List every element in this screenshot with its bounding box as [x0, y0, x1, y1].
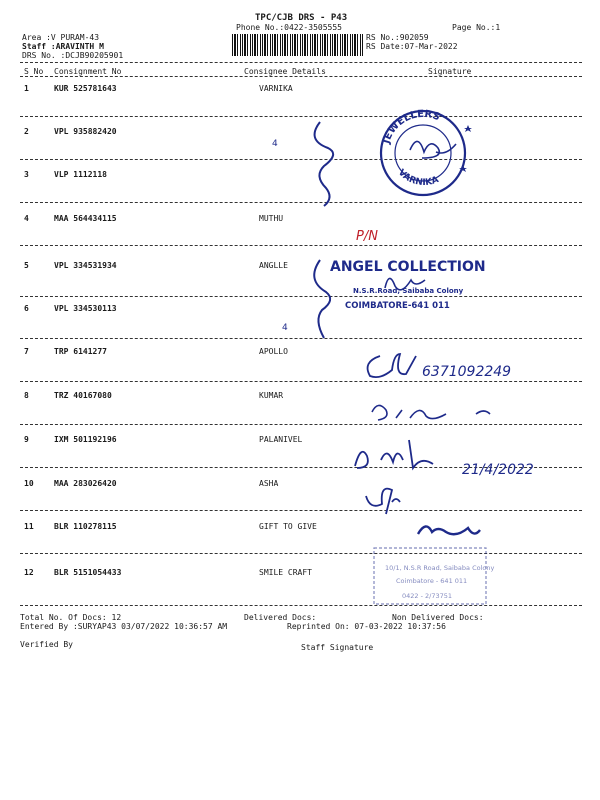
row-consignment: BLR 110278115: [54, 522, 117, 531]
column-header-consignment: Consignment No: [54, 67, 122, 76]
non-delivered-docs: Non Delivered Docs:: [392, 613, 484, 622]
smile-stamp-line1: 10/1, N.S.R Road, Saibaba Colony: [385, 564, 495, 572]
column-header-consignee: Consignee Details: [244, 67, 326, 76]
area-label: Area :V PURAM-43: [22, 33, 100, 42]
total-docs: Total No. Of Docs: 12: [20, 613, 122, 622]
row-consignment: MAA 283026420: [54, 479, 117, 488]
row-consignee: KUMAR: [259, 391, 284, 400]
row-sno: 8: [24, 391, 29, 400]
row-consignee: ASHA: [259, 479, 279, 488]
row-sno: 12: [24, 568, 34, 577]
column-header-signature: Signature: [428, 67, 472, 76]
pn-mark: P/N: [356, 229, 378, 244]
row-consignee: VARNIKA: [259, 84, 293, 93]
column-header-sno: S No: [24, 67, 44, 76]
smile-stamp-line3: 0422 - 2/73751: [402, 592, 453, 600]
apollo-phone-note: 6371092249: [422, 364, 512, 380]
row-consignment: MAA 564434115: [54, 214, 117, 223]
angel-stamp-address: N.S.R.Road, Saibaba Colony: [353, 287, 464, 295]
rs-date: RS Date:07-Mar-2022: [366, 42, 458, 51]
row-sno: 6: [24, 304, 29, 313]
rs-number: RS No.:902059: [366, 33, 429, 42]
row-sno: 10: [24, 479, 34, 488]
row-consignee: APOLLO: [259, 347, 288, 356]
row-consignment: BLR 5151054433: [54, 568, 122, 577]
palanivel-signature: [355, 440, 433, 468]
staff-signature-label: Staff Signature: [301, 643, 374, 652]
apollo-signature: [368, 354, 416, 377]
asha-signature: [366, 489, 400, 514]
smile-stamp-line2: Coimbatore - 641 011: [396, 577, 468, 585]
row-consignment: KUR 525781643: [54, 84, 117, 93]
row-consignment: VPL 935882420: [54, 127, 117, 136]
phone-number: Phone No.:0422-3505555: [236, 23, 342, 32]
row-consignment: IXM 501192196: [54, 435, 117, 444]
document-title: TPC/CJB DRS - P43: [255, 13, 348, 23]
row-consignment: TRZ 40167080: [54, 391, 112, 400]
reprinted-on: Reprinted On: 07-03-2022 10:37:56: [287, 622, 446, 631]
row-consignee: SMILE CRAFT: [259, 568, 312, 577]
entered-by: Entered By :SURYAP43 03/07/2022 10:36:57 AM: [20, 622, 228, 631]
row-sno: 1: [24, 84, 29, 93]
star-icon: [464, 125, 472, 132]
varnika-stamp-top: JEWELLERS: [381, 108, 442, 145]
row-sno: 3: [24, 170, 29, 179]
row-consignee: GIFT TO GIVE: [259, 522, 317, 531]
row-consignee: ANGLLE: [259, 261, 288, 270]
varnika-stamp-bottom: VARNIKA: [395, 167, 441, 189]
row-sno: 2: [24, 127, 29, 136]
page-number: Page No.:1: [452, 23, 501, 32]
kumar-signature: [372, 405, 490, 420]
palanivel-date-note: 21/4/2022: [462, 462, 534, 478]
delivered-docs: Delivered Docs:: [244, 613, 317, 622]
varnika-stamp: [381, 109, 472, 195]
drs-number: DRS No. :DCJB90205901: [22, 51, 124, 60]
verified-by: Verified By: [20, 640, 73, 649]
smile-craft-stamp: [374, 548, 494, 604]
row-consignment: VLP 1112118: [54, 170, 107, 179]
row-consignee: MUTHU: [259, 214, 284, 223]
row-sno: 7: [24, 347, 29, 356]
ditto-mark: 4: [272, 139, 278, 149]
angel-stamp-name: ANGEL COLLECTION: [330, 259, 486, 275]
ditto-brace: [314, 260, 330, 338]
row-sno: 5: [24, 261, 29, 270]
row-consignment: TRP 6141277: [54, 347, 107, 356]
gift-signature: [418, 526, 480, 534]
row-consignment: VPL 334530113: [54, 304, 117, 313]
row-sno: 9: [24, 435, 29, 444]
angel-stamp-city: COIMBATORE-641 011: [345, 301, 450, 311]
ditto-mark: 4: [282, 323, 288, 333]
row-sno: 4: [24, 214, 29, 223]
staff-label: Staff :ARAVINTH M: [22, 42, 104, 51]
row-sno: 11: [24, 522, 34, 531]
ditto-brace: [315, 122, 334, 206]
row-consignee: PALANIVEL: [259, 435, 303, 444]
row-consignment: VPL 334531934: [54, 261, 117, 270]
